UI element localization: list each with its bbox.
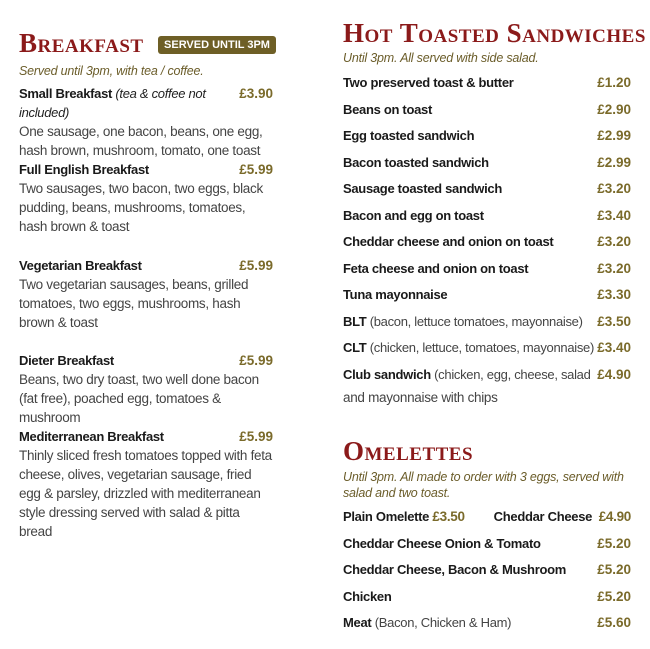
item-price: £3.40 xyxy=(597,207,631,223)
item-name: Mediterranean Breakfast xyxy=(19,429,164,444)
sandwiches-title: Hot Toasted Sandwiches xyxy=(343,18,646,48)
item-price: £5.99 xyxy=(239,258,273,273)
item-price: £2.99 xyxy=(597,128,631,143)
item-price: £4.90 xyxy=(597,366,631,382)
item-name: Cheddar Cheese Onion & Tomato xyxy=(343,536,541,551)
item-note: (bacon, lettuce tomatoes, mayonnaise) xyxy=(369,313,583,329)
item-price: £5.99 xyxy=(239,162,273,177)
item-price: £5.99 xyxy=(239,429,273,444)
item-name: CLT xyxy=(343,340,367,355)
breakfast-item xyxy=(19,256,273,332)
item-name: Cheddar Cheese, Bacon & Mushroom xyxy=(343,562,566,578)
menu-item xyxy=(343,338,631,358)
item-price: £3.20 xyxy=(597,260,631,276)
item-price: £5.20 xyxy=(597,562,631,578)
menu-item xyxy=(343,206,631,226)
served-until-badge: SERVED UNTIL 3PM xyxy=(158,36,276,54)
menu-item xyxy=(343,100,631,120)
item-name: Small Breakfast xyxy=(19,86,113,101)
menu-item xyxy=(343,153,631,173)
item-name: Meat xyxy=(343,614,372,630)
sandwiches-subtitle: Until 3pm. All served with side salad. xyxy=(343,51,539,65)
item-description: One sausage, one bacon, beans, one egg, hash brown, mushroom, tomato, one toast xyxy=(19,124,263,158)
breakfast-item xyxy=(19,84,273,160)
item-name: Beans on toast xyxy=(343,101,432,117)
item-price: £5.60 xyxy=(597,614,631,630)
item-name: Bacon and egg on toast xyxy=(343,207,484,223)
menu-item xyxy=(343,587,631,607)
item-price: £4.90 xyxy=(598,509,631,524)
item-price: £3.90 xyxy=(239,86,273,101)
breakfast-item xyxy=(19,351,273,427)
item-price: £5.20 xyxy=(597,588,631,604)
item-price: £3.20 xyxy=(597,234,631,249)
menu-item xyxy=(343,73,631,93)
item-name: Plain Omelette xyxy=(343,509,430,524)
item-note: (tea & coffee not included) xyxy=(19,86,206,120)
item-note: (chicken, lettuce, tomatoes, mayonnaise) xyxy=(369,340,594,355)
item-price: £5.99 xyxy=(239,353,273,368)
item-name: Bacon toasted sandwich xyxy=(343,154,489,170)
item-description: Two vegetarian sausages, beans, grilled tomatoes, two eggs, mushrooms, hash brown & toast xyxy=(19,277,249,330)
item-price: £1.20 xyxy=(597,75,631,90)
item-description: Two sausages, two bacon, two eggs, black pudding, beans, mushrooms, tomatoes, hash brown & toast xyxy=(19,181,263,234)
menu-item-omelette-row xyxy=(343,507,631,527)
breakfast-subtitle: Served until 3pm, with tea / coffee. xyxy=(19,64,204,78)
item-price: £3.50 xyxy=(432,509,465,524)
item-note: (Bacon, Chicken & Ham) xyxy=(374,614,512,630)
item-name: Dieter Breakfast xyxy=(19,353,114,368)
item-description: Thinly sliced fresh tomatoes topped with feta cheese, olives, vegetarian sausage, fried egg & parsley, drizzled with mediterranean style dressing served with salad & pitta bread xyxy=(19,448,272,539)
item-price: £2.99 xyxy=(597,154,631,170)
item-name: Club sandwich xyxy=(343,366,431,382)
menu-item xyxy=(343,534,631,554)
menu-item xyxy=(343,560,631,580)
menu-item xyxy=(343,259,631,279)
item-description: Beans, two dry toast, two well done bacon (fat free), poached egg, tomatoes & mushroom xyxy=(19,372,259,425)
item-price: £3.50 xyxy=(597,313,631,329)
club-sandwich-continued: and mayonnaise with chips xyxy=(343,390,498,405)
menu-item xyxy=(343,365,631,385)
item-name: Cheddar cheese and onion on toast xyxy=(343,234,554,249)
item-name: Vegetarian Breakfast xyxy=(19,258,142,273)
item-name: Full English Breakfast xyxy=(19,162,149,177)
item-name: Cheddar Cheese xyxy=(493,509,593,524)
omelettes-subtitle: Until 3pm. All made to order with 3 eggs, served with salad and two toast. xyxy=(343,470,624,500)
breakfast-item xyxy=(19,427,273,541)
breakfast-title: Breakfast xyxy=(19,28,144,58)
item-price: £3.20 xyxy=(597,181,631,196)
item-name: Egg toasted sandwich xyxy=(343,128,475,143)
menu-item xyxy=(343,126,631,146)
item-name: Tuna mayonnaise xyxy=(343,287,448,302)
item-name: Two preserved toast & butter xyxy=(343,75,514,90)
item-price: £5.20 xyxy=(597,536,631,551)
item-price: £3.40 xyxy=(597,340,631,355)
item-name: Sausage toasted sandwich xyxy=(343,181,502,196)
menu-item xyxy=(343,179,631,199)
item-price: £3.30 xyxy=(597,287,631,302)
menu-item xyxy=(343,285,631,305)
item-name: Chicken xyxy=(343,588,392,604)
item-name: BLT xyxy=(343,313,367,329)
item-price: £2.90 xyxy=(597,101,631,117)
breakfast-item xyxy=(19,160,273,236)
menu-item xyxy=(343,232,631,252)
menu-item xyxy=(343,312,631,332)
menu-item xyxy=(343,613,631,633)
item-note: (chicken, egg, cheese, salad xyxy=(434,366,591,382)
omelettes-title: Omelettes xyxy=(343,436,474,466)
item-name: Feta cheese and onion on toast xyxy=(343,260,529,276)
